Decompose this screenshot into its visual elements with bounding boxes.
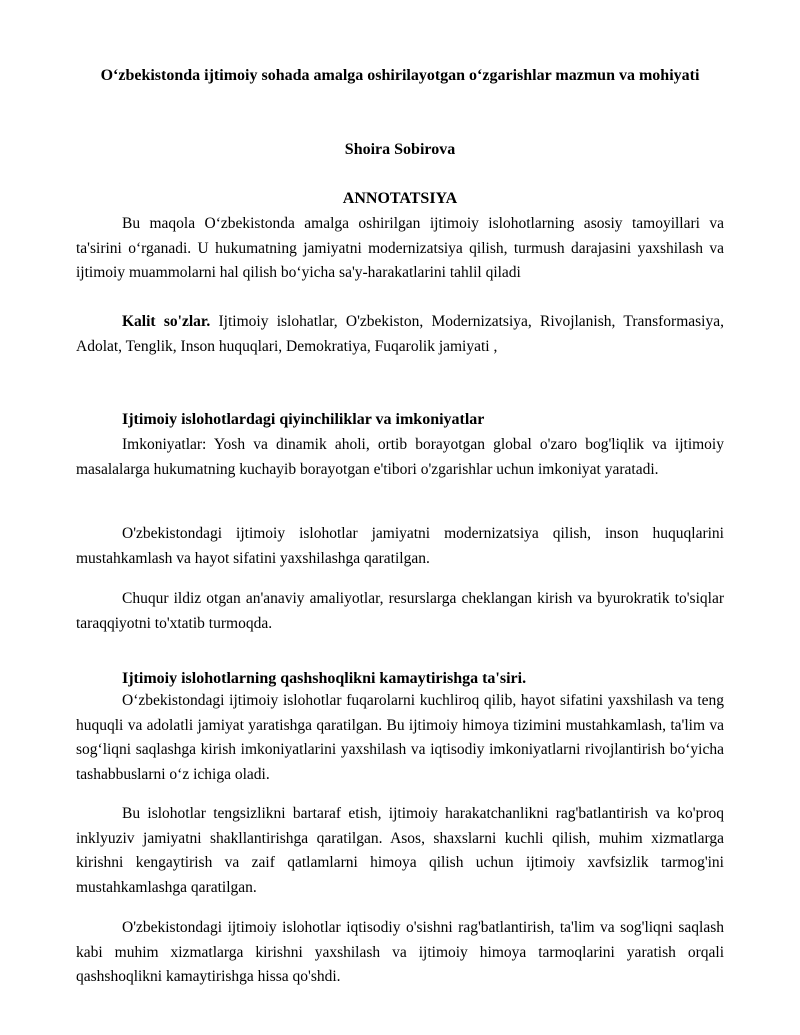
section2-paragraph: O'zbekistondagi ijtimoiy islohotlar iqtisodiy o'sishni rag'batlantirish, ta'lim va sog'liqni saqlash kabi muhim xizmatlarga kirishni yaxshilash va ijtimoiy himoya tarmoqlarini yaratish orqali qashshoqlikni kamaytirishga hissa qo'shdi.: [76, 919, 724, 985]
section-heading-poverty: Ijtimoiy islohotlarning qashshoqlikni kamaytirishga ta'siri.: [122, 670, 527, 687]
article-title: O‘zbekistonda ijtimoiy sohada amalga oshirilayotgan o‘zgarishlar mazmun va mohiyati: [100, 67, 700, 84]
keywords-paragraph: [76, 310, 724, 359]
author-name: Shoira Sobirova: [344, 141, 456, 158]
keywords-text: Ijtimoiy islohatlar, O'zbekiston, Modernizatsiya, Rivojlanish, Transformasiya, Adolat, Tenglik, Inson huquqlari, Demokratiya, Fuqarolik jamiyati ,: [76, 313, 724, 355]
section1-paragraph: Chuqur ildiz otgan an'anaviy amaliyotlar, resurslarga cheklangan kirish va byurokratik to'siqlar taraqqiyotni to'xtatib turmoqda.: [76, 590, 724, 632]
section-heading-challenges: Ijtimoiy islohotlardagi qiyinchiliklar va imkoniyatlar: [122, 411, 485, 428]
section1-paragraph: Imkoniyatlar: Yosh va dinamik aholi, ortib borayotgan global o'zaro bog'liqlik va ijtimoiy masalalarga hukumatning kuchayib borayotgan e'tibori o'zgarishlar uchun imkoniyat yaratadi.: [76, 436, 724, 478]
keywords-label: Kalit so'zlar.: [122, 313, 211, 330]
abstract-heading: ANNOTATSIYA: [342, 190, 458, 207]
section1-paragraph: O'zbekistondagi ijtimoiy islohotlar jamiyatni modernizatsiya qilish, inson huquqlarini mustahkamlash va hayot sifatini yaxshilashga qaratilgan.: [76, 525, 724, 567]
section2-paragraph: Bu islohotlar tengsizlikni bartaraf etish, ijtimoiy harakatchanlikni rag'batlantirish va ko'proq inklyuziv jamiyatni shakllantirishga qaratilgan. Asos, shaxslarni kuchli qilish, muhim xizmatlarga kirishni kengaytirish va zaif qatlamlarni himoya qilish uchun ijtimoiy xavfsizlik tarmog'ini mustahkamlashga qaratilgan.: [76, 805, 724, 896]
section2-paragraph: O‘zbekistondagi ijtimoiy islohotlar fuqarolarni kuchliroq qilib, hayot sifatini yaxshilash va teng huquqli va adolatli jamiyat yaratishga qaratilgan. Bu ijtimoiy himoya tizimini mustahkamlash, ta'lim va sog‘liqni saqlashga kirish imkoniyatlarini yaxshilash va iqtisodiy imkoniyatlarni rivojlantirish bo‘yicha tashabbuslarni o‘z ichiga oladi.: [76, 692, 724, 783]
abstract-paragraph: Bu maqola O‘zbekistonda amalga oshirilgan ijtimoiy islohotlarning asosiy tamoyillari va ta'sirini o‘rganadi. U hukumatning jamiyatni modernizatsiya qilish, turmush darajasini yaxshilash va ijtimoiy muammolarni hal qilish bo‘yicha sa'y-harakatlarini tahlil qiladi: [76, 215, 724, 281]
